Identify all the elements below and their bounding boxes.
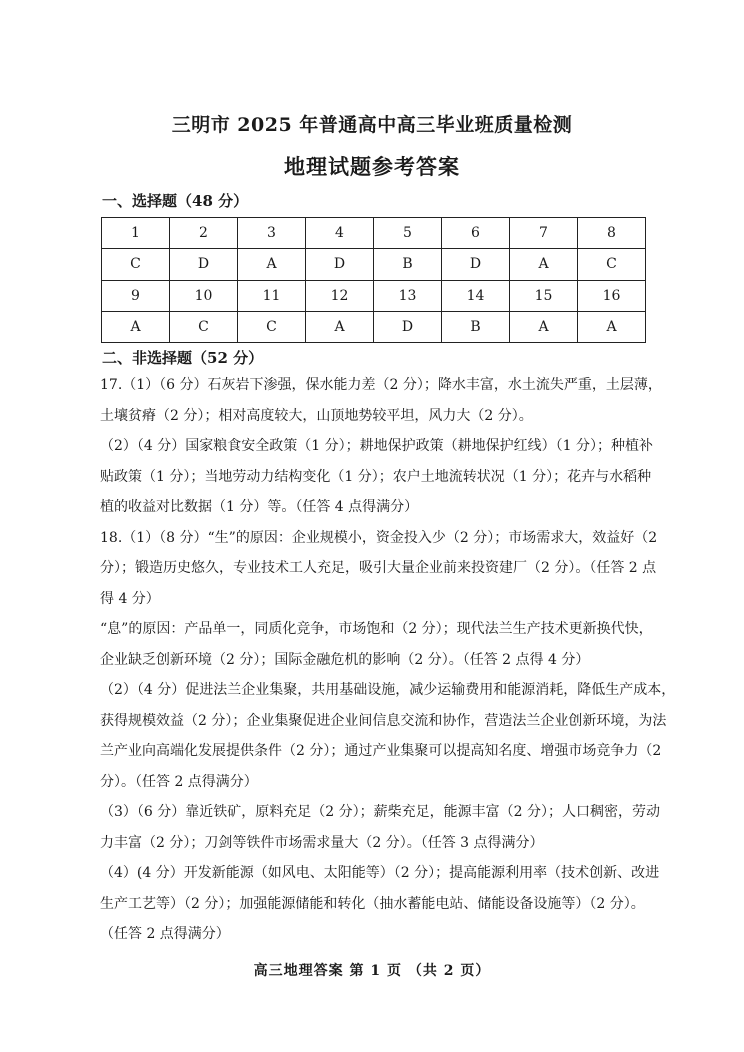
answer-cell: A [306, 311, 374, 342]
question-number: 7 [510, 218, 578, 249]
question-number: 6 [442, 218, 510, 249]
question-number: 11 [238, 280, 306, 311]
answer-line: 力丰富（2 分）；刀剑等铁件市场需求量大（2 分）。（任答 3 点得满分） [100, 834, 544, 851]
answer-cell: D [306, 249, 374, 280]
answer-cell: A [510, 249, 578, 280]
table-row [102, 218, 646, 249]
answer-line: 获得规模效益（2 分）；企业集聚促进企业间信息交流和协作，营造法兰企业创新环境，为法 [100, 712, 667, 729]
answer-table [101, 217, 646, 343]
answer-cell: D [374, 311, 442, 342]
answer-cell: D [442, 249, 510, 280]
answer-line: （任答 2 点得满分） [100, 926, 230, 942]
answer-cell: B [442, 311, 510, 342]
answer-line: （2）（4 分）促进法兰企业集聚，共用基础设施，减少运输费用和能源消耗，降低生产成本， [100, 682, 676, 698]
answer-line: 土壤贫瘠（2 分）；相对高度较大，山顶地势较平坦，风力大（2 分）。 [100, 407, 533, 424]
answer-line: 分）。（任答 2 点得满分） [100, 773, 258, 790]
answer-cell: A [578, 311, 646, 342]
question-number: 3 [238, 218, 306, 249]
question-number: 10 [170, 280, 238, 311]
question-number: 8 [578, 218, 646, 249]
answer-cell: C [102, 249, 170, 280]
question-number: 4 [306, 218, 374, 249]
question-number: 9 [102, 280, 170, 311]
answer-cell: A [102, 311, 170, 342]
answer-line: “息”的原因：产品单一，同质化竞争，市场饱和（2 分）；现代法兰生产技术更新换代快， [100, 621, 653, 637]
section-heading-choice: 一、选择题（48 分） [102, 192, 249, 210]
answer-line: 得 4 分） [100, 590, 160, 607]
question-number: 15 [510, 280, 578, 311]
question-number: 14 [442, 280, 510, 311]
answer-cell: C [238, 311, 306, 342]
answer-line: （4）(4 分）开发新能源（如风电、太阳能等）（2 分）；提高能源利用率（技术创新、改进 [100, 865, 660, 881]
answer-cell: A [510, 311, 578, 342]
answer-cell: D [170, 249, 238, 280]
question-number: 1 [102, 218, 170, 249]
answer-line: 植的收益对比数据（1 分）等。（任答 4 点得满分） [100, 499, 419, 515]
answer-cell: C [578, 249, 646, 280]
question-number: 5 [374, 218, 442, 249]
document-subtitle: 地理试题参考答案 [284, 154, 460, 179]
question-number: 2 [170, 218, 238, 249]
answer-line: （2）（4 分）国家粮食安全政策（1 分）；耕地保护政策（耕地保护红线）（1 分）；种植补 [100, 438, 653, 454]
exam-title: 三明市 2025 年普通高中高三毕业班质量检测 [171, 114, 573, 136]
section-heading-nonchoice: 二、非选择题（52 分） [102, 349, 264, 367]
answer-cell: B [374, 249, 442, 280]
answer-line: 分）；锻造历史悠久，专业技术工人充足，吸引大量企业前来投资建厂（2 分）。（任答 2 点 [100, 560, 657, 576]
answer-line: （3）（6 分）靠近铁矿，原料充足（2 分）；薪柴充足，能源丰富（2 分）；人口稠密，劳动 [100, 804, 660, 820]
answer-text-body [100, 370, 676, 950]
table-row [102, 311, 646, 342]
answer-line: 18.（1）（8 分）“生”的原因：企业规模小，资金投入少（2 分）；市场需求大，效益好（2 [100, 529, 658, 546]
answer-line: 贴政策（1 分）；当地劳动力结构变化（1 分）；农户土地流转状况（1 分）；花卉与水稻种 [100, 468, 652, 485]
answer-line: 生产工艺等）（2 分）；加强能源储能和转化（抽水蓄能电站、储能设备设施等）（2 分）。 [100, 895, 645, 912]
question-number: 16 [578, 280, 646, 311]
question-number: 12 [306, 280, 374, 311]
answer-cell: A [238, 249, 306, 280]
answer-line: 兰产业向高端化发展提供条件（2 分）；通过产业集聚可以提高知名度、增强市场竞争力（2 [100, 743, 662, 759]
table-row [102, 280, 646, 311]
answer-line: 17.（1）（6 分）石灰岩下渗强，保水能力差（2 分）；降水丰富，水土流失严重，土层薄， [100, 377, 662, 393]
question-number: 13 [374, 280, 442, 311]
answer-line: 企业缺乏创新环境（2 分）；国际金融危机的影响（2 分）。（任答 2 点得 4 分） [100, 651, 590, 668]
answer-cell: C [170, 311, 238, 342]
page-footer: 高三地理答案 第 1 页 （共 2 页） [253, 963, 491, 979]
table-row [102, 249, 646, 280]
